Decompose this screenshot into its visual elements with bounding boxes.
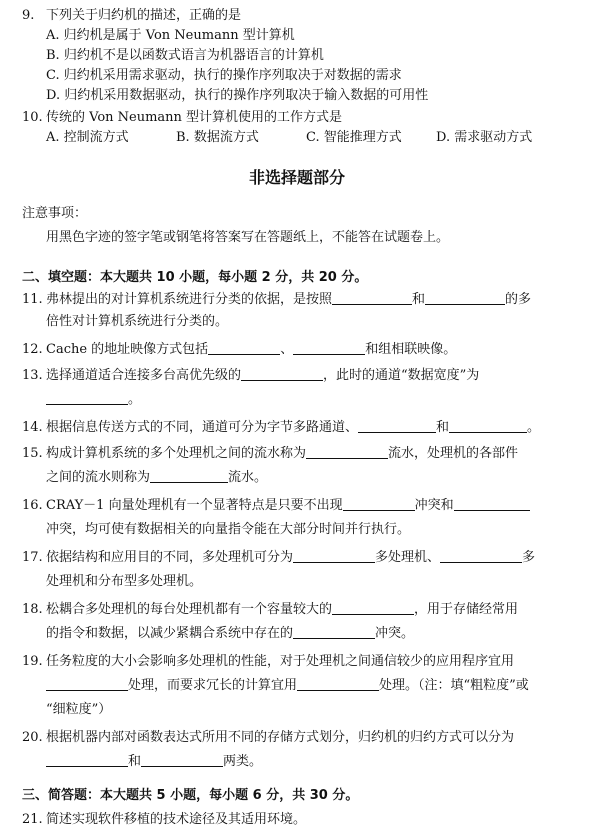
question-21 <box>22 810 582 830</box>
option-c: C. 智能推理方式 <box>306 130 402 145</box>
answer-blank[interactable] <box>343 496 415 511</box>
question-18 <box>22 600 582 620</box>
part3-heading: 三、简答题：本大题共 5 小题，每小题 6 分，共 30 分。 <box>22 788 359 803</box>
question-15 <box>22 444 582 464</box>
question-text: 、 <box>280 342 294 357</box>
question-stem: 下列关于归约机的描述，正确的是 <box>46 8 242 23</box>
answer-blank[interactable] <box>297 676 379 691</box>
question-19-cont <box>46 676 576 696</box>
question-18-cont <box>46 624 576 644</box>
question-16-cont: 冲突，均可使有数据相关的向量指令能在大部分时间并行执行。 <box>46 522 411 537</box>
question-text: 依据结构和应用目的不同，多处理机可分为 <box>46 550 294 565</box>
question-text: 和组相联映像。 <box>365 342 457 357</box>
section-title: 非选择题部分 <box>248 168 345 187</box>
option-b: B. 归约机不是以函数式语言为机器语言的计算机 <box>46 48 324 63</box>
question-text: 根据机器内部对函数表达式所用不同的存储方式划分，归约机的归约方式可以分为 <box>46 730 515 745</box>
question-text: 。 <box>128 392 142 407</box>
question-number: 10. <box>22 110 43 125</box>
question-text: CRAY－1 向量处理机有一个显著特点是只要不出现 <box>46 498 343 513</box>
question-17 <box>22 548 582 568</box>
question-text: 松耦合多处理机的每台处理机都有一个容量较大的 <box>46 602 333 617</box>
question-10 <box>22 108 582 128</box>
question-20 <box>22 728 582 748</box>
question-text: Cache 的地址映像方式包括 <box>46 342 209 357</box>
answer-blank[interactable] <box>454 496 530 511</box>
answer-blank[interactable] <box>150 468 228 483</box>
question-16 <box>22 496 582 516</box>
question-number: 13. <box>22 368 43 383</box>
question-text: 任务粒度的大小会影响多处理机的性能，对于处理机之间通信较少的应用程序宜用 <box>46 654 515 669</box>
question-stem: 传统的 Von Neumann 型计算机使用的工作方式是 <box>46 110 343 125</box>
question-number: 11. <box>22 292 43 307</box>
answer-blank[interactable] <box>141 752 223 767</box>
question-number: 20. <box>22 730 43 745</box>
question-number: 19. <box>22 654 43 669</box>
option-a: A. 控制流方式 <box>46 130 129 145</box>
question-text: ，用于存储经常用 <box>414 602 519 617</box>
option-c: C. 归约机采用需求驱动，执行的操作序列取决于对数据的需求 <box>46 68 402 83</box>
question-text: 多 <box>522 550 536 565</box>
notice-body: 用黑色字迹的签字笔或钢笔将答案写在答题纸上，不能答在试题卷上。 <box>46 230 450 245</box>
question-text: 之间的流水则称为 <box>46 470 151 485</box>
answer-blank[interactable] <box>46 676 128 691</box>
question-text: 和 <box>436 420 450 435</box>
answer-blank[interactable] <box>358 418 436 433</box>
option-d: D. 需求驱动方式 <box>436 130 533 145</box>
options-row <box>46 128 566 148</box>
question-number: 12. <box>22 342 43 357</box>
question-15-cont <box>46 468 576 488</box>
answer-blank[interactable] <box>293 548 375 563</box>
question-text: 处理，而要求冗长的计算宜用 <box>128 678 298 693</box>
question-text: 和 <box>128 754 142 769</box>
answer-blank[interactable] <box>208 340 280 355</box>
question-text: ，此时的通道“数据宽度”为 <box>323 368 480 383</box>
answer-blank[interactable] <box>425 290 505 305</box>
option-d: D. 归约机采用数据驱动，执行的操作序列取决于输入数据的可用性 <box>46 88 429 103</box>
answer-blank[interactable] <box>293 340 365 355</box>
question-number: 14. <box>22 420 43 435</box>
question-text: 多处理机、 <box>375 550 441 565</box>
question-text: 冲突。 <box>375 626 415 641</box>
question-text: 构成计算机系统的多个处理机之间的流水称为 <box>46 446 307 461</box>
question-20-cont <box>46 752 576 772</box>
question-text: 根据信息传送方式的不同，通道可分为字节多路通道、 <box>46 420 359 435</box>
question-number: 16. <box>22 498 43 513</box>
question-11 <box>22 290 582 310</box>
option-a: A. 归约机是属于 Von Neumann 型计算机 <box>46 28 295 43</box>
question-9 <box>22 6 582 26</box>
answer-blank[interactable] <box>46 390 128 405</box>
question-text: 简述实现软件移植的技术途径及其适用环境。 <box>46 812 307 827</box>
question-text: 和 <box>412 292 426 307</box>
question-text: 处理。（注：填“粗粒度”或 <box>379 678 529 693</box>
question-19 <box>22 652 582 672</box>
question-number: 9. <box>22 8 35 23</box>
question-number: 21. <box>22 812 43 827</box>
question-text: 流水。 <box>228 470 268 485</box>
answer-blank[interactable] <box>306 444 388 459</box>
answer-blank[interactable] <box>440 548 522 563</box>
question-12 <box>22 340 582 360</box>
notice-title: 注意事项： <box>22 206 88 221</box>
answer-blank[interactable] <box>293 624 375 639</box>
question-text: 选择通道适合连接多台高优先级的 <box>46 368 242 383</box>
part2-heading: 二、填空题：本大题共 10 小题，每小题 2 分，共 20 分。 <box>22 270 368 285</box>
question-13-cont <box>46 390 576 410</box>
question-text: 弗林提出的对计算机系统进行分类的依据，是按照 <box>46 292 333 307</box>
question-text: 。 <box>527 420 541 435</box>
question-14 <box>22 418 582 438</box>
answer-blank[interactable] <box>241 366 323 381</box>
question-11-cont: 倍性对计算机系统进行分类的。 <box>46 314 229 329</box>
answer-blank[interactable] <box>332 600 414 615</box>
question-19-note: “细粒度”） <box>46 702 112 717</box>
question-number: 18. <box>22 602 43 617</box>
question-number: 15. <box>22 446 43 461</box>
option-b: B. 数据流方式 <box>176 130 259 145</box>
answer-blank[interactable] <box>449 418 527 433</box>
question-text: 的指令和数据，以减少紧耦合系统中存在的 <box>46 626 294 641</box>
answer-blank[interactable] <box>46 752 128 767</box>
question-text: 流水，处理机的各部件 <box>388 446 519 461</box>
question-text: 两类。 <box>223 754 263 769</box>
question-text: 冲突和 <box>414 498 454 513</box>
answer-blank[interactable] <box>332 290 412 305</box>
question-number: 17. <box>22 550 43 565</box>
question-17-cont: 处理机和分布型多处理机。 <box>46 574 203 589</box>
question-text: 的多 <box>505 292 532 307</box>
question-13 <box>22 366 582 386</box>
